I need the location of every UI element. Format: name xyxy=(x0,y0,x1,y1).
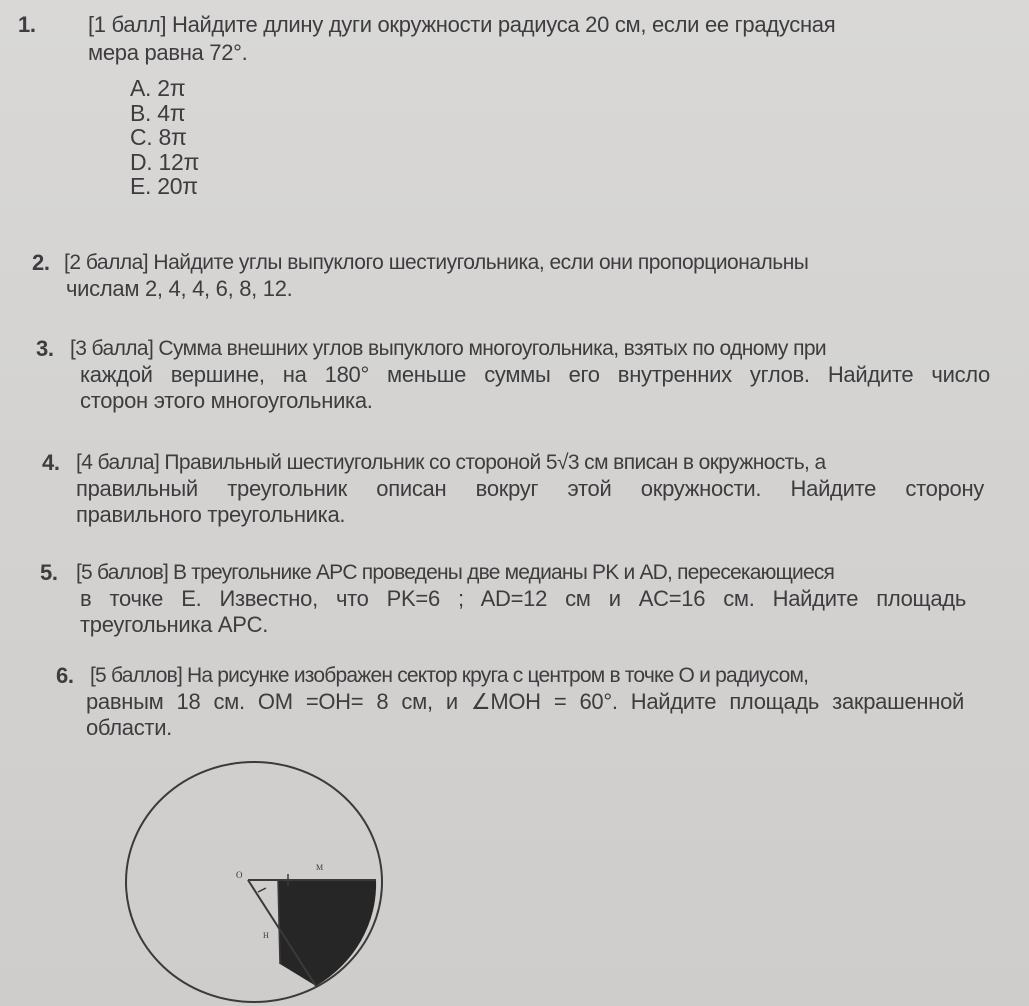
option-b: B. 4π xyxy=(130,99,186,126)
problem-1-options xyxy=(130,76,199,199)
problem-4-line-1: [4 балла] Правильный шестиугольник со стороной 5√3 см вписан в окружность, а xyxy=(76,451,826,474)
problem-5-line-1: [5 баллов] В треугольнике APC проведены две медианы PK и AD, пересекающиеся xyxy=(76,561,835,584)
label-m: M xyxy=(316,863,324,872)
option-e: E. 20π xyxy=(130,173,198,199)
sector-figure xyxy=(120,760,390,1006)
shaded-region xyxy=(278,880,376,986)
problem-5-line-2: в точке E. Известно, что PK=6 ; AD=12 см и AC=16 см. Найдите площадь xyxy=(80,586,966,611)
problem-6-line-1: [5 баллов] На рисунке изображен сектор круга с центром в точке O и радиусом, xyxy=(90,664,809,687)
problem-1-number: 1. xyxy=(18,12,36,37)
problem-2-line-2: числам 2, 4, 4, 6, 8, 12. xyxy=(66,276,293,301)
problem-2-number: 2. xyxy=(32,250,50,275)
problem-6-line-2: равным 18 см. OM =OH= 8 см, и ∠MOH = 60°. Найдите площадь закрашенной xyxy=(86,689,964,714)
option-a: A. 2π xyxy=(130,75,186,101)
problem-4-line-3: правильного треугольника. xyxy=(76,502,346,527)
problem-3-line-2: каждой вершине, на 180° меньше суммы его внутренних углов. Найдите число xyxy=(80,362,990,387)
problem-3-line-3: сторон этого многоугольника. xyxy=(80,388,373,413)
problem-2-line-1: [2 балла] Найдите углы выпуклого шестиугольника, если они пропорциональны xyxy=(64,251,809,274)
problem-4-line-2: правильный треугольник описан вокруг этой окружности. Найдите сторону xyxy=(76,476,984,501)
label-o: O xyxy=(236,870,243,880)
problem-5-number: 5. xyxy=(40,560,58,585)
option-c: C. 8π xyxy=(130,124,187,150)
problem-5-line-3: треугольника APC. xyxy=(80,612,269,637)
tick-mark-2 xyxy=(258,888,266,892)
problem-6-number: 6. xyxy=(56,663,74,688)
label-h: H xyxy=(263,931,269,940)
problem-1-line-2: мера равна 72°. xyxy=(88,40,248,65)
option-d: D. 12π xyxy=(130,148,200,175)
problem-3-line-1: [3 балла] Сумма внешних углов выпуклого многоугольника, взятых по одному при xyxy=(70,337,827,360)
problem-1-line-1: [1 балл] Найдите длину дуги окружности радиуса 20 см, если ее градусная xyxy=(88,12,836,37)
problem-4-number: 4. xyxy=(42,450,60,475)
problem-3-number: 3. xyxy=(36,336,54,361)
problem-6-line-3: области. xyxy=(86,715,172,740)
